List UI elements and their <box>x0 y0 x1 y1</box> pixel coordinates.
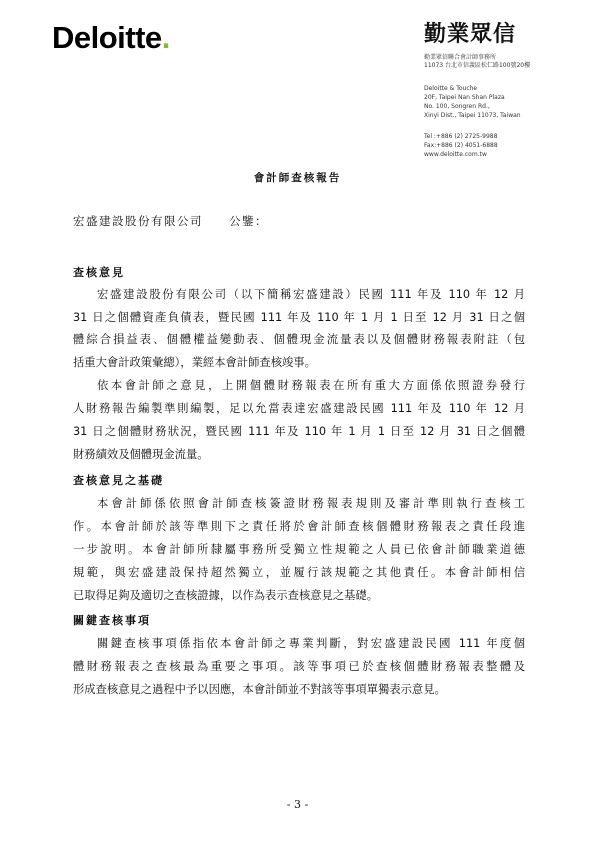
address-line: No. 100, Songren Rd., <box>424 103 490 110</box>
report-title: 會計師查核報告 <box>253 172 342 184</box>
logo-text: Deloitte <box>52 20 162 55</box>
deloitte-logo <box>52 22 170 53</box>
logo-dot: . <box>161 20 170 55</box>
body-line: 財務績效及個體現金流量。 <box>73 448 209 461</box>
body-line: 一步說明。本會計師所隸屬事務所受獨立性規範之人員已依會計師職業道德 <box>73 543 525 556</box>
body-line: 括重大會計政策彙總），業經本會計師查核竣事。 <box>73 356 316 369</box>
addressee: 宏盛建設股份有限公司 公鑒： <box>73 214 268 228</box>
body-line: 31 日之個體財務狀況，暨民國 111 年及 110 年 1 月 1 日至 12 月 31 日之個體 <box>73 425 525 438</box>
section-heading-basis: 查核意見之基礎 <box>73 474 164 487</box>
section-heading-opinion: 查核意見 <box>73 266 125 279</box>
body-line: 形成查核意見之過程中予以因應，本會計師並不對該等事項單獨表示意見。 <box>73 683 446 696</box>
body-line: 本會計師係依照會計師查核簽證財務報表規則及審計準則執行查核工 <box>97 497 525 510</box>
address-line: Xinyi Dist., Taipei 11073, Taiwan <box>424 112 521 119</box>
address-line: 20F, Taipei Nan Shan Plaza <box>424 94 505 101</box>
body-line: 宏盛建設股份有限公司（以下簡稱宏盛建設）民國 111 年及 110 年 12 月 <box>97 288 525 301</box>
address-line: Deloitte & Touche <box>424 85 478 92</box>
address-line: Fax:+886 (2) 4051-6888 <box>424 142 498 149</box>
body-line: 依本會計師之意見，上開個體財務報表在所有重大方面係依照證券發行 <box>97 379 525 392</box>
body-line: 人財務報告編製準則編製，足以允當表達宏盛建設民國 111 年及 110 年 12 月 <box>73 402 525 415</box>
body-line: 規範，與宏盛建設保持超然獨立，並履行該規範之其他責任。本會計師相信 <box>73 566 525 579</box>
body-line: 作。本會計師於該等準則下之責任將於會計師查核個體財務報表之責任段進 <box>73 520 525 533</box>
body-line: 關鍵查核事項係指依本會計師之專業判斷，對宏盛建設民國 111 年度個 <box>97 637 525 650</box>
address-line: Tel :+886 (2) 2725-9988 <box>424 133 498 140</box>
body-line: 31 日之個體資產負債表，暨民國 111 年及 110 年 1 月 1 日至 12 月 31 日之個 <box>73 311 525 324</box>
section-heading-key-audit-matters: 關鍵查核事項 <box>73 614 151 627</box>
page-number: - 3 - <box>286 798 309 811</box>
address-line: 勤業眾信聯合會計師事務所 <box>424 54 497 61</box>
body-line: 體財務報表之查核最為重要之事項。該等事項已於查核個體財務報表整體及 <box>73 660 525 673</box>
firm-name-cn: 勤業眾信 <box>424 22 517 47</box>
body-line: 已取得足夠及適切之查核證據，以作為表示查核意見之基礎。 <box>73 589 379 602</box>
body-line: 體綜合損益表、個體權益變動表、個體現金流量表以及個體財務報表附註（包 <box>73 333 525 346</box>
address-line: www.deloitte.com.tw <box>424 151 487 158</box>
address-line: 11073 台北市信義區松仁路100號20樓 <box>424 62 531 69</box>
